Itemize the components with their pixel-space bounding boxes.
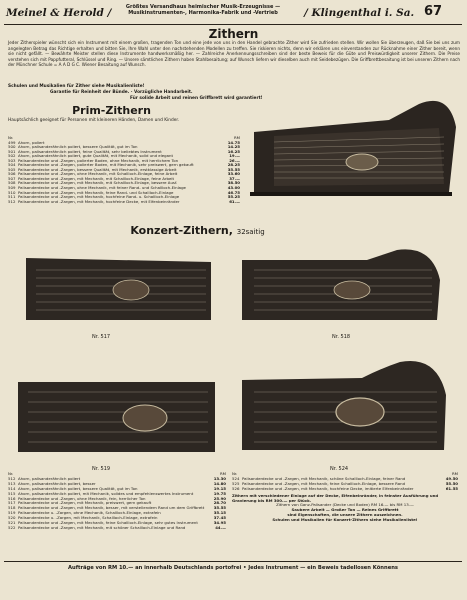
item-description: Palisanderdecke und -Zargen, mit Mechanik, mit schöner Schallloch-Einlage und Rand [18, 525, 186, 530]
item-number: 525 [232, 480, 240, 486]
zither-524-image [232, 350, 454, 462]
price-row [8, 526, 226, 531]
col-price: RM [451, 471, 458, 476]
item-price: 43.00 [227, 185, 240, 191]
item-number: 500 [8, 144, 16, 150]
footer-rule [4, 561, 462, 562]
item-price: 35.55 [227, 166, 240, 172]
item-description: Ahorn, palisanderähnlich poliert [18, 476, 81, 481]
col-nr: Nr. [8, 135, 14, 140]
item-description: Palisanderdecke u. -Zargen, mit Mechanik, Schallloch-Einlage, extrafein [18, 516, 158, 521]
item-description: Ahorn, palisanderähnlich poliert, bessere Qualität, gut im Ton [18, 486, 138, 491]
item-price: 35.55 [213, 505, 226, 511]
guarantee-note: Garantie für Reinheit der Bünde. · Vorzügliche Handarbeit. [50, 90, 193, 95]
item-number: 519 [8, 510, 16, 516]
item-description: Ahorn, poliert [18, 140, 45, 145]
header-tagline: Größtes Versandhaus heimischer Musik-Erzeugnisse — Musikinstrumenten-, Harmonika-Fabrik und -Vertrieb [125, 4, 281, 16]
item-price: 61.55 [445, 485, 458, 491]
item-description: Palisanderdecke und -Zargen, mit Mechanik, feine Schallloch-Einlage, bessere Rand [242, 481, 406, 486]
item-description: Palisanderdecke u. -Zargen, ohne Mechanik, Schallloch-Einlage, extrafein [18, 511, 161, 516]
col-nr: Nr. [8, 471, 14, 476]
firm-name: Meinel & Herold / [6, 7, 112, 19]
item-description: Palisanderdecke und -Zargen, ohne Mechanik, mit feiner Rand- und Schallloch-Einlage [18, 186, 186, 191]
prim-zither-image [244, 92, 462, 202]
konzert-price-list-right [232, 472, 458, 523]
item-number: 517 [8, 500, 16, 506]
item-number: 502 [8, 153, 16, 159]
item-description: Ahorn, palisanderähnlich poliert, mit Mechanik, solides und empfehlenswertes Instrument [18, 491, 194, 496]
item-number: 521 [8, 520, 16, 526]
prim-subtitle: Hauptsächlich geeignet für Personen mit kleineren Händen, Damen und Kinder. [8, 118, 180, 123]
zither-519-image [10, 372, 222, 462]
school-note: Schulen und Musikalien für Zither siehe Musikalienliste! [8, 84, 145, 89]
zither-517-image [16, 248, 216, 330]
item-price: 38.50 [227, 180, 240, 186]
item-description: Palisanderdecke und -Zargen, mit Mechanik, mit Schallloch-Einlage, bessere Ausf. [18, 181, 178, 186]
konzert-note-2: Zithern von Ganz-Palisander (Decke und Boden) RM 16.— bis RM 13.— [276, 502, 414, 508]
item-number: 501 [8, 148, 16, 154]
item-description: Palisanderdecke und -Zargen, mit Mechanik, feine Rand- und Schallloch-Einlage [18, 190, 174, 195]
item-number: 520 [8, 515, 16, 521]
caption-518: Nr. 518 [332, 334, 351, 340]
item-description: Palisanderdecke und -Zargen, polierter Boden, ohne Mechanik, mit herrlichem Ton [18, 158, 179, 163]
item-price: 13.30 [213, 475, 226, 481]
col-price: RM [233, 135, 240, 140]
item-description: Palisanderdecke und -Zargen, mit Mechanik, hochfeine Rand- u. Schallloch-Einlage [18, 195, 180, 200]
item-number: 513 [8, 480, 16, 486]
item-description: Palisanderdecke und -Zargen, mit Mechanik, hochfeine Decke, imitierte Elfenbeinränder [242, 486, 414, 491]
firm-location: / Klingenthal i. Sa. [304, 7, 415, 19]
item-description: Palisanderdecke und -Zargen, mit Mechanik, feine Schallloch-Einlage, sehr gutes Instrument [18, 521, 198, 526]
item-price: 14.25 [227, 144, 240, 150]
item-price: 37.45 [213, 515, 226, 521]
item-number: 522 [8, 524, 16, 530]
item-price: 19.— [229, 153, 240, 159]
col-price: RM [219, 471, 226, 476]
item-description: Ahorn, palisanderähnlich poliert, feine Qualität, sehr beliebtes Instrument [18, 149, 162, 154]
item-description: Palisanderdecke und -Zargen, polierter Boden, mit Mechanik, sehr preiswert, gern gekauft [18, 163, 194, 168]
item-description: Palisanderdecke und -Zargen, ohne Mechanik, fein, herrlicher Ton [18, 496, 146, 501]
item-price: 25.90 [213, 495, 226, 501]
konzert-note-5: Schulen und Musikalien für Konzert-Zithern siehe Musikalienliste! [272, 517, 418, 523]
item-description: Ahorn, palisanderähnlich poliert, besser [18, 481, 96, 486]
item-number: 506 [8, 171, 16, 177]
item-price: 37.— [229, 175, 240, 181]
header-rule [4, 24, 462, 25]
item-price: 16.25 [227, 148, 240, 154]
konzert-price-list-left [8, 472, 226, 531]
item-description: Palisanderdecke und -Zargen, mit Mechanik, hochfeine Decke, mit Elfenbeinränder [18, 199, 180, 204]
item-description: Palisanderdecke und -Zargen, mit Mechanik, schöne Schallloch-Einlage, feiner Rand [242, 476, 406, 481]
item-number: 524 [232, 475, 240, 481]
intro-text: Jeder Zitherspieler wünscht sich ein Instrument mit einem großen, tragenden Ton und eine jede von uns in den Handel gebrachte Zither wird Sie zufrieden stellen. Wir wollen Sie überzeugen, daß Sie bei uns zum angelegten Betrag das Richtige erhalten und bitten Sie, Ihre Wahl unter den nachstehenden Modellen zu treffen. Sie riskieren nichts, denn wir erklären uns einverstanden zur Rücknahme einer Zither bereit, wenn sie nicht gefällt. — Bewährte Meister stellen diese Instrumente handwerksmäßig her. — Zahlreiche Anerkennungsschreiben sind der beste Beweis für die Güte und Preiswürdigkeit unserer Zithern. Die Preise verstehen sich mit Pappfutteral, Schlüssel und Ring. — Unsere sämtlichen Zithern haben Stahlbesaitung; auf Wunsch liefern wir dieselben auch mit Seidebezügen. Die Griffbrettbesaitung ist bei unseren Zithern nach der Münchner Schule = A A D G C. Wiener Besaitung auf Wunsch. [8, 40, 460, 68]
item-number: 507 [8, 175, 16, 181]
footer-text: Aufträge von RM 10.— an innerhalb Deutschlands portofrei • Jedes Instrument — ein Beweis tadellosen Könnens [68, 565, 398, 571]
item-number: 518 [8, 505, 16, 511]
page-number: 67 [424, 4, 443, 19]
konzert-subtitle: 32saitig [236, 228, 265, 236]
item-number: 504 [8, 162, 16, 168]
caption-517: Nr. 517 [92, 334, 111, 340]
item-description: Palisanderdecke und -Zargen, ohne Mechanik, mit Schallloch-Einlage, feine Arbeit [18, 172, 178, 177]
item-price: 33.60 [227, 171, 240, 177]
item-price: 55.50 [445, 480, 458, 486]
item-price: 34.95 [213, 520, 226, 526]
item-price: 14.75 [227, 139, 240, 145]
item-price: 44.— [215, 524, 226, 530]
item-description: Ahorn, palisanderähnlich poliert, gute Qualität, mit Mechanik, solid und elegant [18, 154, 174, 159]
zither-518-image [232, 240, 446, 332]
item-price: 35.15 [213, 510, 226, 516]
page-header [4, 3, 463, 25]
item-price: 55.25 [227, 194, 240, 200]
item-price: 14.80 [213, 480, 226, 486]
price-row [8, 200, 240, 205]
item-price: 49.50 [445, 475, 458, 481]
prim-price-list [8, 136, 240, 204]
item-number: 526 [232, 485, 240, 491]
item-description: Palisanderdecke und -Zargen, mit Mechanik, preiswert, gern gekauft [18, 501, 152, 506]
main-title: Zithern [208, 27, 259, 41]
konzert-note-1: Zithern mit verschiedener Einlage auf der Decke, Elfenbeinränder, in feinster Ausführung und Gravierung bis RM 300.— per Stück. [232, 492, 439, 503]
item-number: 512 [8, 198, 16, 204]
item-number: 499 [8, 139, 16, 145]
prim-title: Prim-Zithern [72, 104, 151, 117]
item-description: Palisanderdecke und -Zargen, mit Mechanik, besser, mit verstellendem Rand um dem Griffbrett [18, 506, 205, 511]
item-number: 514 [8, 485, 16, 491]
item-number: 516 [8, 495, 16, 501]
item-price: 61.— [229, 198, 240, 204]
item-price: 28.70 [213, 500, 226, 506]
caption-524: Nr. 524 [330, 466, 349, 472]
konzert-note-3: Saubere Arbeit — Großer Ton — Reines Griffbrett [291, 507, 399, 513]
price-row [232, 487, 458, 492]
item-number: 511 [8, 194, 16, 200]
item-number: 512 [8, 475, 16, 481]
konzert-title-text: Konzert-Zithern, [130, 224, 233, 237]
konzert-title [0, 224, 431, 237]
item-description: Ahorn, palisanderähnlich poliert, bessere Qualität, gut im Ton [18, 145, 138, 150]
item-number: 509 [8, 185, 16, 191]
item-number: 508 [8, 180, 16, 186]
item-price: 28.25 [227, 162, 240, 168]
item-description: Palisanderdecke und -Zargen, bessere Qualität, mit Mechanik, erstklassige Arbeit [18, 167, 177, 172]
item-price: 46.75 [227, 189, 240, 195]
item-number: 503 [8, 157, 16, 163]
solid-note: Für solide Arbeit und reinen Griffbrett wird garantiert! [130, 96, 263, 101]
caption-519: Nr. 519 [92, 466, 111, 472]
item-number: 510 [8, 189, 16, 195]
item-price: 26.— [229, 157, 240, 163]
item-description: Palisanderdecke und -Zargen, mit Mechanik, mit Schallloch-Einlage, feine Arbeit [18, 176, 175, 181]
item-number: 515 [8, 490, 16, 496]
item-price: 19.75 [213, 490, 226, 496]
item-number: 505 [8, 166, 16, 172]
konzert-note-4: sind Eigenschaften, die unsere Zithern auszeichnen. [287, 512, 403, 518]
col-nr: Nr. [232, 471, 238, 476]
item-price: 19.15 [213, 485, 226, 491]
